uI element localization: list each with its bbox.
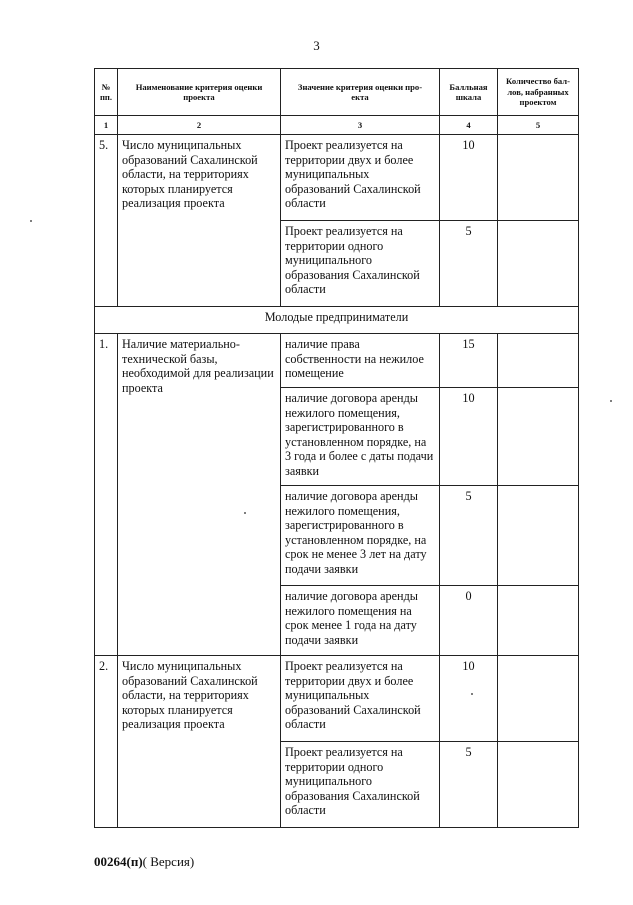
points-cell: [498, 135, 579, 221]
document-footer: [94, 854, 194, 870]
criterion-value: наличие договора аренды нежилого помещения на срок менее 1 года на дату подачи заявки: [281, 586, 440, 656]
points-cell: [498, 656, 579, 742]
criterion-value: наличие договора аренды нежилого помещения, зарегистрированного в установленном порядке, на срок не менее 3 лет на дату подачи заявки: [281, 486, 440, 586]
table-row: [95, 135, 579, 221]
points-cell: [498, 221, 579, 307]
criterion-value: наличие договора аренды нежилого помещения, зарегистрированного в установленном порядке, на 3 года и более с даты подачи заявки: [281, 388, 440, 486]
score-value: 5: [440, 486, 498, 586]
scan-speck: [610, 400, 612, 402]
points-cell: [498, 486, 579, 586]
header-criterion-value: Значение критерия оценки про- екта: [281, 69, 440, 116]
criteria-table: [94, 68, 579, 828]
score-value: 15: [440, 334, 498, 388]
score-value: 0: [440, 586, 498, 656]
column-number: 5: [498, 116, 579, 135]
scan-speck: [471, 693, 473, 695]
column-numbers-row: [95, 116, 579, 135]
document-version: ( Версия): [142, 854, 195, 869]
criterion-value: Проект реализуется на территории одного муниципального образования Сахалинской области: [281, 221, 440, 307]
points-cell: [498, 586, 579, 656]
header-number: № пп.: [95, 69, 118, 116]
row-number: 5.: [95, 135, 118, 307]
criterion-value: Проект реализуется на территории двух и более муниципальных образований Сахалинской области: [281, 135, 440, 221]
row-number: 1.: [95, 334, 118, 656]
score-value: 10: [440, 656, 498, 742]
criterion-name: Число муниципальных образований Сахалинской области, на территориях которых планируется реализация проекта: [118, 135, 281, 307]
section-title: Молодые предприниматели: [95, 307, 579, 334]
criterion-value: Проект реализуется на территории двух и более муниципальных образований Сахалинской области: [281, 656, 440, 742]
criterion-name: Число муниципальных образований Сахалинской области, на территориях которых планируется реализация проекта: [118, 656, 281, 828]
column-number: 2: [118, 116, 281, 135]
scan-speck: [30, 220, 32, 222]
row-number: 2.: [95, 656, 118, 828]
column-number: 1: [95, 116, 118, 135]
table-row: [95, 334, 579, 388]
document-code: 00264(п): [94, 854, 143, 869]
criterion-value: Проект реализуется на территории одного муниципального образования Сахалинской области: [281, 742, 440, 828]
score-value: 10: [440, 388, 498, 486]
criterion-value: наличие права собственности на нежилое помещение: [281, 334, 440, 388]
score-value: 5: [440, 742, 498, 828]
header-criterion-name: Наименование критерия оценки проекта: [118, 69, 281, 116]
table-header-row: [95, 69, 579, 116]
score-value: 10: [440, 135, 498, 221]
column-number: 3: [281, 116, 440, 135]
scan-speck: [244, 512, 246, 514]
points-cell: [498, 334, 579, 388]
points-cell: [498, 388, 579, 486]
points-cell: [498, 742, 579, 828]
column-number: 4: [440, 116, 498, 135]
section-row: [95, 307, 579, 334]
score-value: 5: [440, 221, 498, 307]
table-row: [95, 656, 579, 742]
page-number: 3: [313, 38, 320, 53]
header-points-earned: Количество бал- лов, набранных проектом: [498, 69, 579, 116]
criterion-name: Наличие материально-технической базы, необходимой для реализации проекта: [118, 334, 281, 656]
header-score-scale: Балльная шкала: [440, 69, 498, 116]
